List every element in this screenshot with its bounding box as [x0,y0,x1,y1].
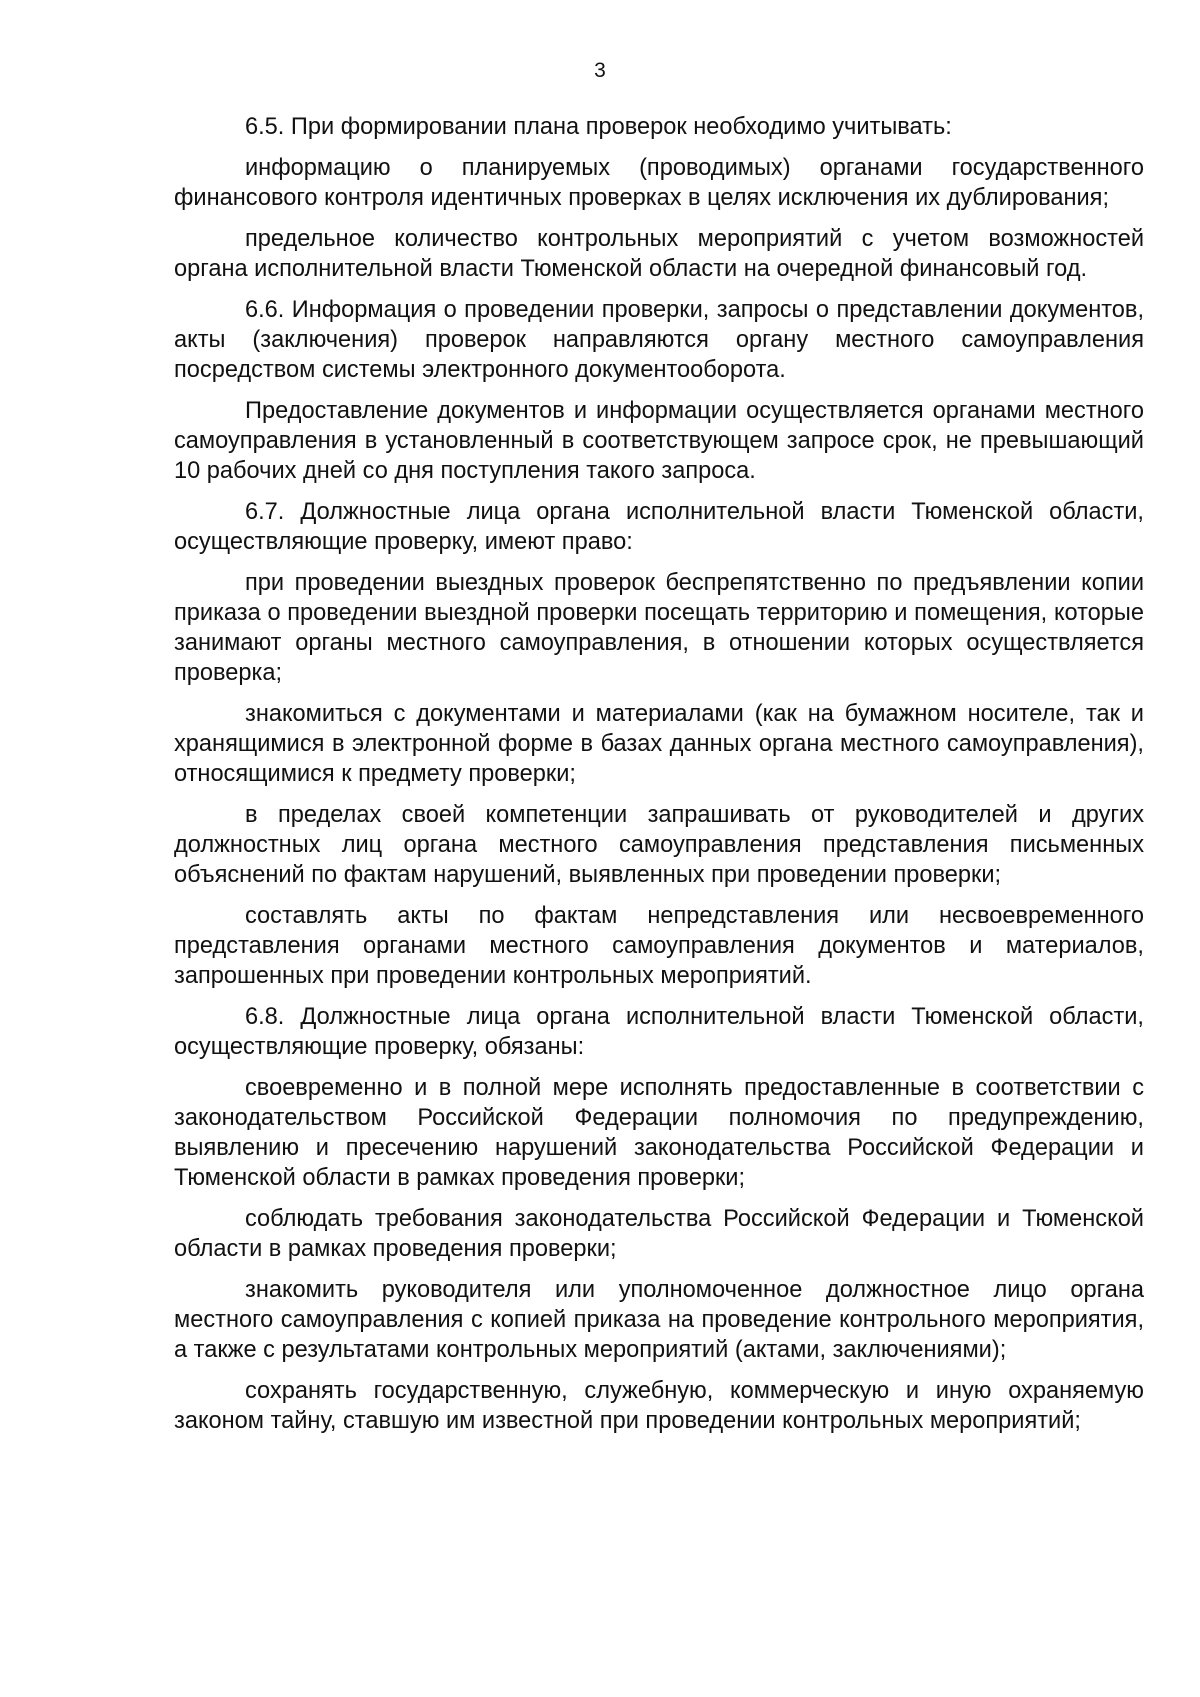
paragraph-item: в пределах своей компетенции запрашивать от руководителей и других должностных лиц органа местного самоуправления представления письменных объяснений по фактам нарушений, выявленных при проведении проверки; [174,802,1144,888]
paragraph-6-6: 6.6. Информация о проведении проверки, запросы о представлении документов, акты (заключения) проверок направляются органу местного самоуправления посредством системы электронного документооборота. [174,297,1144,383]
paragraph-item: информацию о планируемых (проводимых) органами государственного финансового контроля идентичных проверках в целях исключения их дублирования; [174,155,1144,211]
paragraph-item: составлять акты по фактам непредставления или несвоевременного представления органами местного самоуправления документов и материалов, запрошенных при проведении контрольных мероприятий. [174,903,1144,989]
paragraph-item: предельное количество контрольных мероприятий с учетом возможностей органа исполнительной власти Тюменской области на очередной финансовый год. [174,226,1144,282]
paragraph-item: знакомить руководителя или уполномоченное должностное лицо органа местного самоуправления с копией приказа на проведение контрольного мероприятия, а также с результатами контрольных мероприятий (актами, заключениями); [174,1277,1144,1363]
paragraph-6-5: 6.5. При формировании плана проверок необходимо учитывать: [245,114,952,140]
paragraph-6-7: 6.7. Должностные лица органа исполнительной власти Тюменской области, осуществляющие проверку, имеют право: [174,499,1144,555]
paragraph-item: сохранять государственную, служебную, коммерческую и иную охраняемую законом тайну, ставшую им известной при проведении контрольных мероприятий; [174,1378,1144,1434]
paragraph-item: при проведении выездных проверок беспрепятственно по предъявлении копии приказа о проведении выездной проверки посещать территорию и помещения, которые занимают органы местного самоуправления, в отношении которых осуществляется проверка; [174,570,1144,686]
page-number: 3 [594,59,606,82]
paragraph-item: Предоставление документов и информации осуществляется органами местного самоуправления в установленный в соответствующем запросе срок, не превышающий 10 рабочих дней со дня поступления такого запроса. [174,398,1144,484]
paragraph-item: знакомиться с документами и материалами (как на бумажном носителе, так и хранящимися в электронной форме в базах данных органа местного самоуправления), относящимися к предмету проверки; [174,701,1144,787]
paragraph-item: соблюдать требования законодательства Российской Федерации и Тюменской области в рамках проведения проверки; [174,1206,1144,1262]
paragraph-6-8: 6.8. Должностные лица органа исполнительной власти Тюменской области, осуществляющие проверку, обязаны: [174,1004,1144,1060]
document-body [174,112,1144,1447]
paragraph-item: своевременно и в полной мере исполнять предоставленные в соответствии с законодательством Российской Федерации полномочия по предупреждению, выявлению и пресечению нарушений законодательства Российской Федерации и Тюменской области в рамках проведения проверки; [174,1075,1144,1191]
